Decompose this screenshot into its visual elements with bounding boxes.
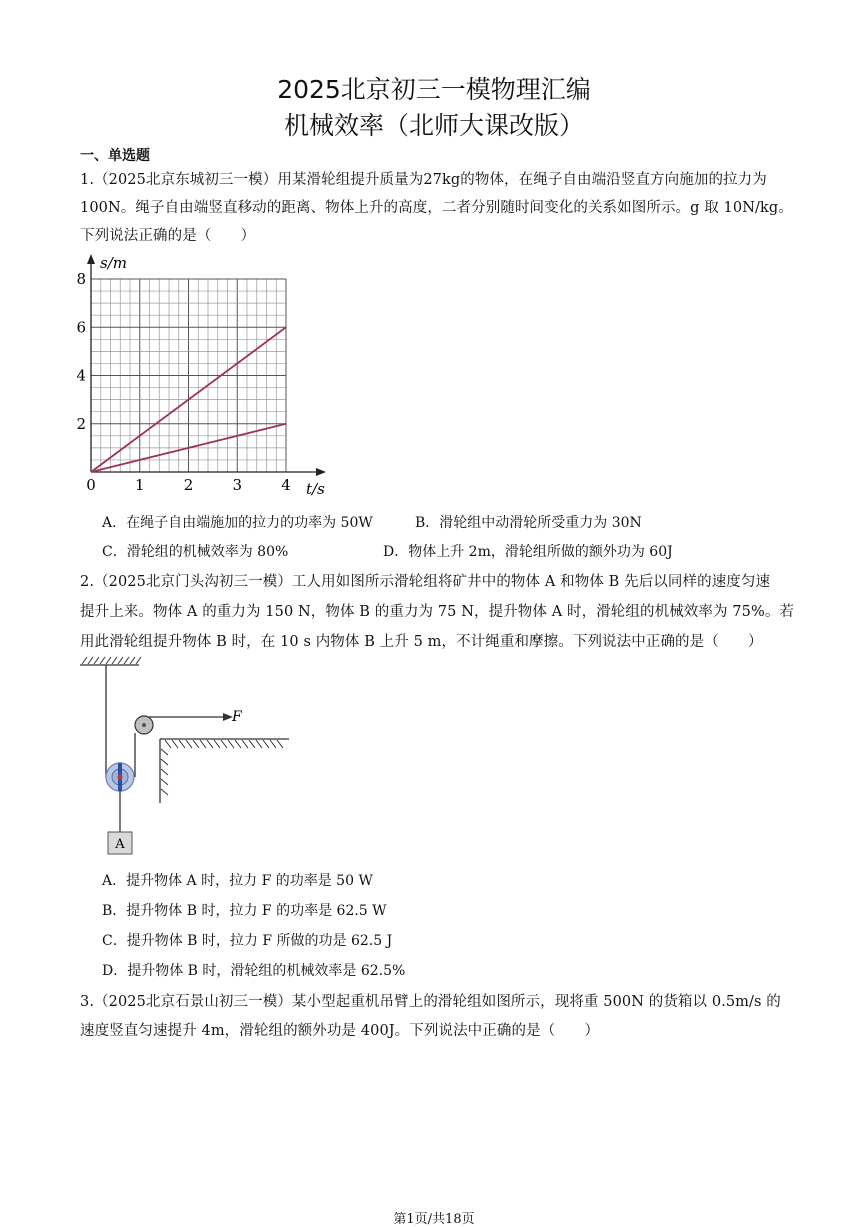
y-tick-label: 8 (76, 270, 86, 288)
force-label: F (232, 709, 242, 725)
x-tick-label: 1 (134, 476, 145, 494)
y-tick-label: 6 (76, 318, 86, 337)
page-title: 2025北京初三一模物理汇编 (277, 75, 591, 104)
q1-option-a: A．在绳子自由端施加的拉力的功率为 50W (102, 515, 373, 531)
x-axis-label: t/s (306, 480, 325, 498)
q1-line-2: 100N。绳子自由端竖直移动的距离、物体上升的高度，二者分别随时间变化的关系如图所示。g 取 10N/kg。 (80, 200, 793, 216)
q1-option-d: D．物体上升 2m，滑轮组所做的额外功为 60J (383, 544, 673, 560)
distance-time-chart (70, 250, 340, 505)
y-axis-label: s/m (100, 254, 127, 272)
x-axis-arrow (316, 468, 326, 476)
x-tick-label: 0 (86, 476, 96, 494)
q2-option-d: D．提升物体 B 时，滑轮组的机械效率是 62.5% (102, 963, 406, 979)
y-tick-label: 4 (76, 366, 86, 385)
pulley-diagram (75, 655, 300, 860)
q2-option-a: A．提升物体 A 时，拉力 F 的功率是 50 W (102, 873, 373, 889)
y-axis-arrow (87, 254, 95, 264)
q2-option-c: C．提升物体 B 时，拉力 F 所做的功是 62.5 J (102, 933, 393, 949)
q2-line-1: 2.（2025北京门头沟初三一模）工人用如图所示滑轮组将矿井中的物体 A 和物体 B 先后以同样的速度匀速 (80, 574, 771, 590)
block-label: A (115, 837, 125, 852)
q1-line-1: 1.（2025北京东城初三一模）用某滑轮组提升质量为27kg的物体，在绳子自由端沿竖直方向施加的拉力为 (80, 172, 767, 188)
section-heading: 一、单选题 (80, 148, 150, 164)
page-footer: 第1页/共18页 (393, 1212, 475, 1227)
q3-line-2: 速度竖直匀速提升 4m，滑轮组的额外功是 400J。下列说法中正确的是（ ） (80, 1023, 600, 1039)
q1-option-c: C．滑轮组的机械效率为 80% (102, 544, 289, 560)
y-tick-label: 2 (76, 414, 86, 433)
q1-line-3: 下列说法正确的是（ ） (80, 228, 256, 244)
chart-grid (91, 279, 286, 472)
x-tick-label: 2 (183, 476, 194, 494)
q2-line-2: 提升上来。物体 A 的重力为 150 N，物体 B 的重力为 75 N，提升物体 A 时，滑轮组的机械效率为 75%。若 (80, 604, 795, 620)
q2-option-b: B．提升物体 B 时，拉力 F 的功率是 62.5 W (102, 903, 387, 919)
page-subtitle: 机械效率（北师大课改版） (283, 111, 584, 140)
x-tick-label: 3 (232, 476, 243, 494)
x-tick-label: 4 (281, 476, 291, 494)
chart-ticks (76, 270, 290, 494)
q3-line-1: 3.（2025北京石景山初三一模）某小型起重机吊臂上的滑轮组如图所示，现将重 500N 的货箱以 0.5m/s 的 (80, 994, 781, 1010)
q2-line-3: 用此滑轮组提升物体 B 时，在 10 s 内物体 B 上升 5 m，不计绳重和摩擦。下列说法中正确的是（ ） (80, 634, 763, 650)
q1-option-b: B．滑轮组中动滑轮所受重力为 30N (415, 515, 642, 531)
